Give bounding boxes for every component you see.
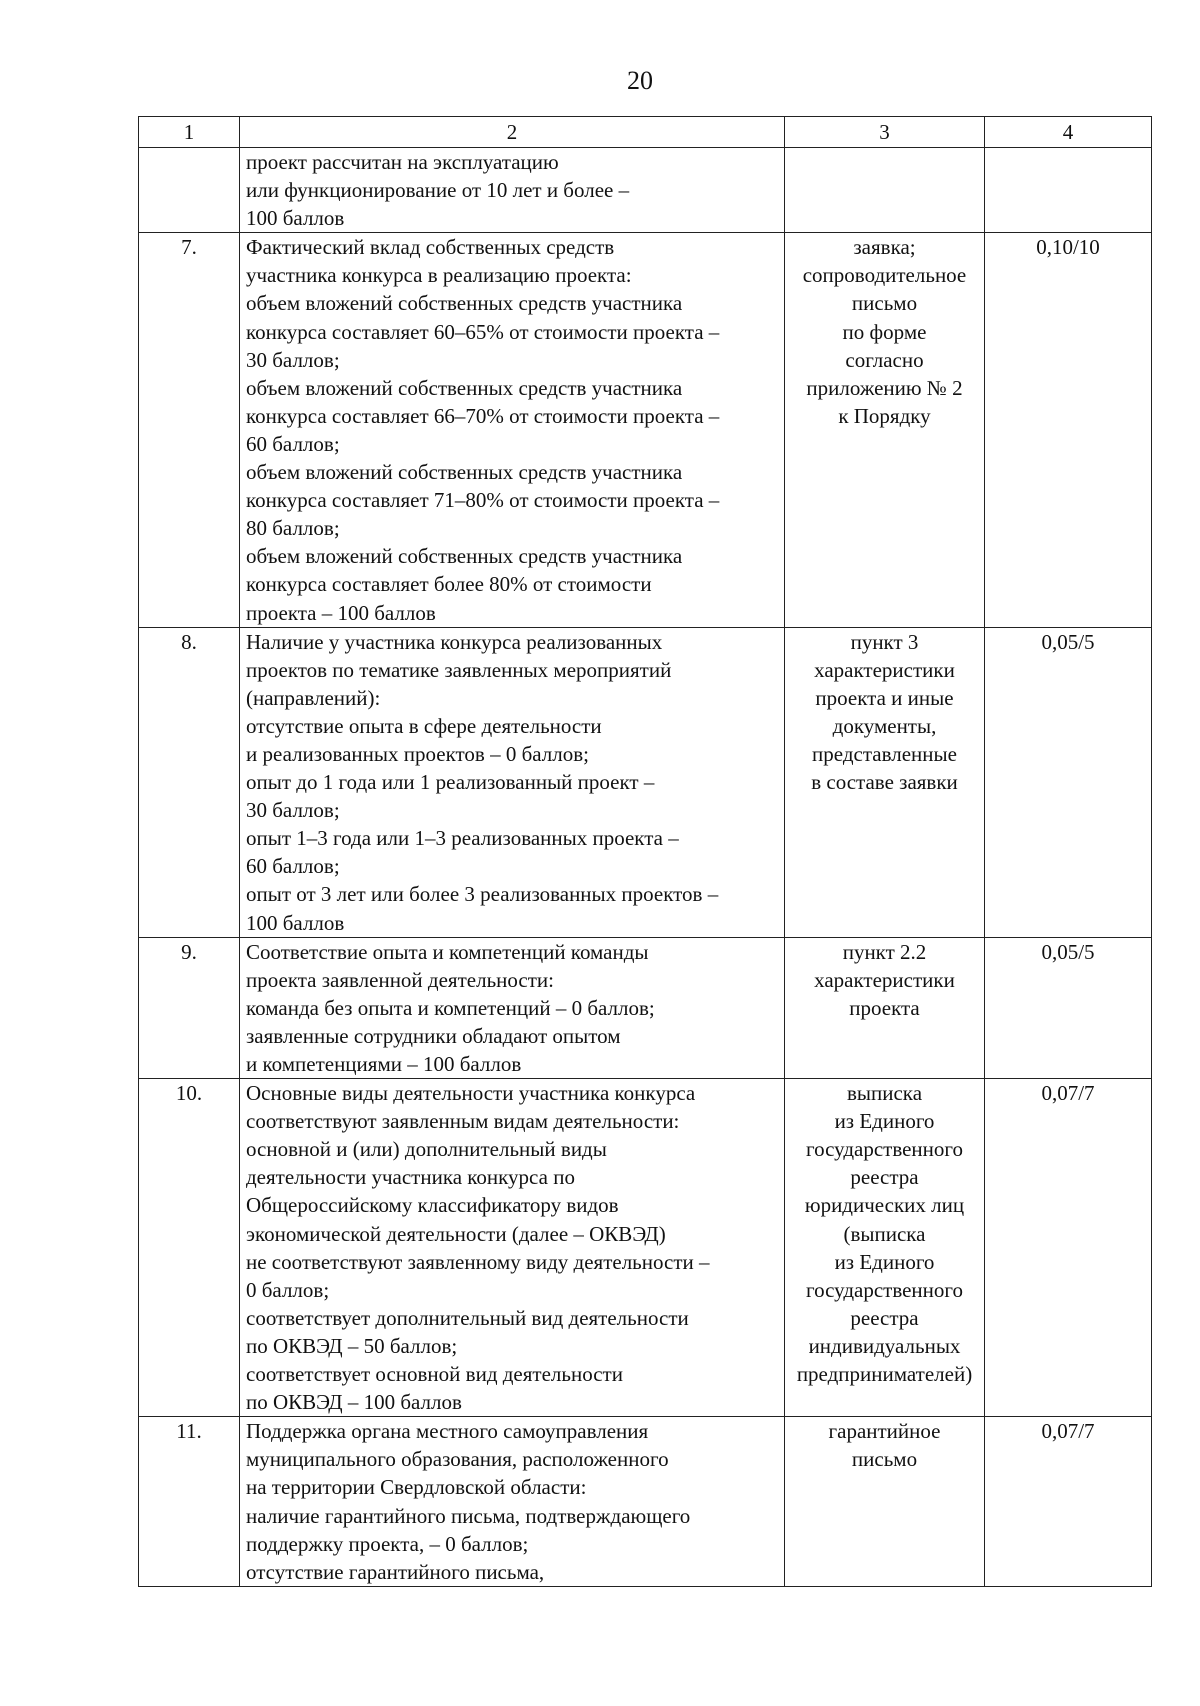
row-number: 10. (139, 1079, 240, 1417)
criterion-line: объем вложений собственных средств участника (246, 544, 683, 569)
criterion-cell (240, 937, 785, 1078)
criterion-line: конкурса составляет 71–80% от стоимости проекта – (246, 488, 720, 513)
criterion-line: и компетенциями – 100 баллов (246, 1052, 522, 1076)
criterion-line: команда без опыта и компетенций – 0 баллов; (246, 995, 655, 1020)
criterion-line: 100 баллов (246, 910, 345, 935)
source-line: представленные (812, 741, 957, 766)
weight-cell: 0,05/5 (985, 937, 1152, 1078)
criterion-line: проекта – 100 баллов (246, 600, 436, 625)
source-line: пункт 2.2 (842, 939, 927, 964)
table-row (139, 627, 1152, 937)
source-line: предпринимателей) (796, 1362, 973, 1387)
criterion-line: поддержку проекта, – 0 баллов; (246, 1531, 529, 1556)
source-line: реестра (850, 1305, 919, 1330)
criterion-line: конкурса составляет 60–65% от стоимости проекта – (246, 319, 720, 344)
criterion-line: заявленные сотрудники обладают опытом (246, 1023, 621, 1048)
page-number: 20 (627, 66, 653, 95)
criterion-line: Общероссийскому классификатору видов (246, 1193, 619, 1218)
table-row (139, 1417, 1152, 1587)
criterion-line: основной и (или) дополнительный виды (246, 1137, 607, 1162)
criterion-line: объем вложений собственных средств участника (246, 375, 683, 400)
criterion-cell (240, 627, 785, 937)
source-line: заявка; (853, 235, 916, 260)
header-cell-2: 2 (240, 117, 785, 148)
source-line: документы, (832, 713, 937, 738)
source-line: характеристики (814, 967, 955, 992)
criterion-line: объем вложений собственных средств участника (246, 460, 683, 485)
criterion-line: Соответствие опыта и компетенций команды (246, 939, 649, 964)
header-cell-1: 1 (139, 117, 240, 148)
criterion-line: опыт от 3 лет или более 3 реализованных проектов – (246, 882, 719, 907)
criterion-line: (направлений): (246, 685, 381, 710)
criterion-line: на территории Свердловской области: (246, 1475, 587, 1500)
table-row (139, 1079, 1152, 1417)
weight-cell: 0,07/7 (985, 1079, 1152, 1417)
criterion-line: участника конкурса в реализацию проекта: (246, 263, 632, 288)
row-number: 7. (139, 233, 240, 627)
row-number (139, 148, 240, 233)
row-number: 8. (139, 627, 240, 937)
source-line: по форме (842, 319, 927, 344)
criterion-line: конкурса составляет более 80% от стоимости (246, 572, 652, 597)
weight-cell: 0,07/7 (985, 1417, 1152, 1587)
source-line: в составе заявки (811, 770, 958, 795)
criterion-line: соответствует дополнительный вид деятельности (246, 1305, 689, 1330)
criterion-cell (240, 148, 785, 233)
header-cell-3: 3 (785, 117, 985, 148)
criterion-cell (240, 1417, 785, 1587)
source-cell (785, 1079, 985, 1417)
criterion-line: объем вложений собственных средств участника (246, 291, 683, 316)
source-line: индивидуальных (808, 1333, 961, 1358)
criterion-line: Наличие у участника конкурса реализованных (246, 629, 663, 654)
source-line: характеристики (814, 657, 955, 682)
source-cell (785, 627, 985, 937)
source-cell (785, 1417, 985, 1587)
criterion-line: 0 баллов; (246, 1277, 330, 1302)
criterion-line: проект рассчитан на эксплуатацию (246, 150, 559, 174)
source-line: гарантийное (828, 1419, 941, 1444)
criteria-table (138, 116, 1152, 1587)
criterion-cell (240, 1079, 785, 1417)
table-row (139, 148, 1152, 233)
criterion-line: 60 баллов; (246, 854, 340, 879)
criterion-line: Поддержка органа местного самоуправления (246, 1419, 649, 1444)
criterion-line: экономической деятельности (далее – ОКВЭД) (246, 1221, 666, 1246)
source-line: проекта (849, 995, 920, 1020)
criterion-line: 30 баллов; (246, 347, 340, 372)
criterion-line: отсутствие опыта в сфере деятельности (246, 713, 602, 738)
criterion-line: по ОКВЭД – 100 баллов (246, 1390, 462, 1415)
source-line: к Порядку (838, 403, 931, 428)
table-row (139, 233, 1152, 627)
criterion-line: муниципального образования, расположенного (246, 1447, 669, 1472)
criterion-line: соответствует основной вид деятельности (246, 1362, 623, 1387)
source-line: письмо (851, 291, 918, 316)
criterion-line: опыт 1–3 года или 1–3 реализованных проекта – (246, 826, 679, 851)
row-number: 9. (139, 937, 240, 1078)
row-number: 11. (139, 1417, 240, 1587)
source-line: приложению № 2 (806, 375, 963, 400)
source-cell (785, 148, 985, 233)
criterion-line: или функционирование от 10 лет и более – (246, 178, 630, 203)
source-line: из Единого (834, 1109, 935, 1134)
header-row (139, 117, 1152, 148)
criterion-line: проекта заявленной деятельности: (246, 967, 554, 992)
source-cell (785, 233, 985, 627)
header-cell-4: 4 (985, 117, 1152, 148)
criterion-line: соответствуют заявленным видам деятельности: (246, 1109, 680, 1134)
criterion-line: и реализованных проектов – 0 баллов; (246, 741, 589, 766)
source-cell (785, 937, 985, 1078)
criterion-line: опыт до 1 года или 1 реализованный проект – (246, 770, 655, 795)
source-line: выписка (846, 1081, 923, 1106)
weight-cell (985, 148, 1152, 233)
source-line: реестра (850, 1165, 919, 1190)
source-line: согласно (845, 347, 924, 372)
criterion-line: Фактический вклад собственных средств (246, 235, 615, 260)
criterion-line: наличие гарантийного письма, подтверждающего (246, 1503, 691, 1528)
criterion-line: по ОКВЭД – 50 баллов; (246, 1333, 458, 1358)
criterion-line: не соответствуют заявленному виду деятельности – (246, 1249, 710, 1274)
criterion-line: 30 баллов; (246, 798, 340, 823)
criterion-line: 100 баллов (246, 206, 345, 231)
source-line: письмо (851, 1447, 918, 1472)
criterion-line: Основные виды деятельности участника конкурса (246, 1081, 696, 1106)
table-row (139, 937, 1152, 1078)
source-line: юридических лиц (804, 1193, 965, 1218)
table-body (139, 148, 1152, 1587)
weight-cell: 0,10/10 (985, 233, 1152, 627)
source-line: из Единого (834, 1249, 935, 1274)
source-line: пункт 3 (850, 629, 919, 654)
source-line: сопроводительное (802, 263, 967, 288)
source-line: (выписка (843, 1221, 926, 1246)
weight-cell: 0,05/5 (985, 627, 1152, 937)
criterion-line: конкурса составляет 66–70% от стоимости проекта – (246, 403, 720, 428)
criterion-line: проектов по тематике заявленных мероприятий (246, 657, 672, 682)
source-line: государственного (805, 1137, 964, 1162)
criterion-line: 60 баллов; (246, 431, 340, 456)
criterion-line: отсутствие гарантийного письма, (246, 1559, 545, 1584)
criterion-line: деятельности участника конкурса по (246, 1165, 575, 1190)
source-line: государственного (805, 1277, 964, 1302)
criterion-cell (240, 233, 785, 627)
source-line: проекта и иные (815, 685, 954, 710)
criterion-line: 80 баллов; (246, 516, 340, 541)
